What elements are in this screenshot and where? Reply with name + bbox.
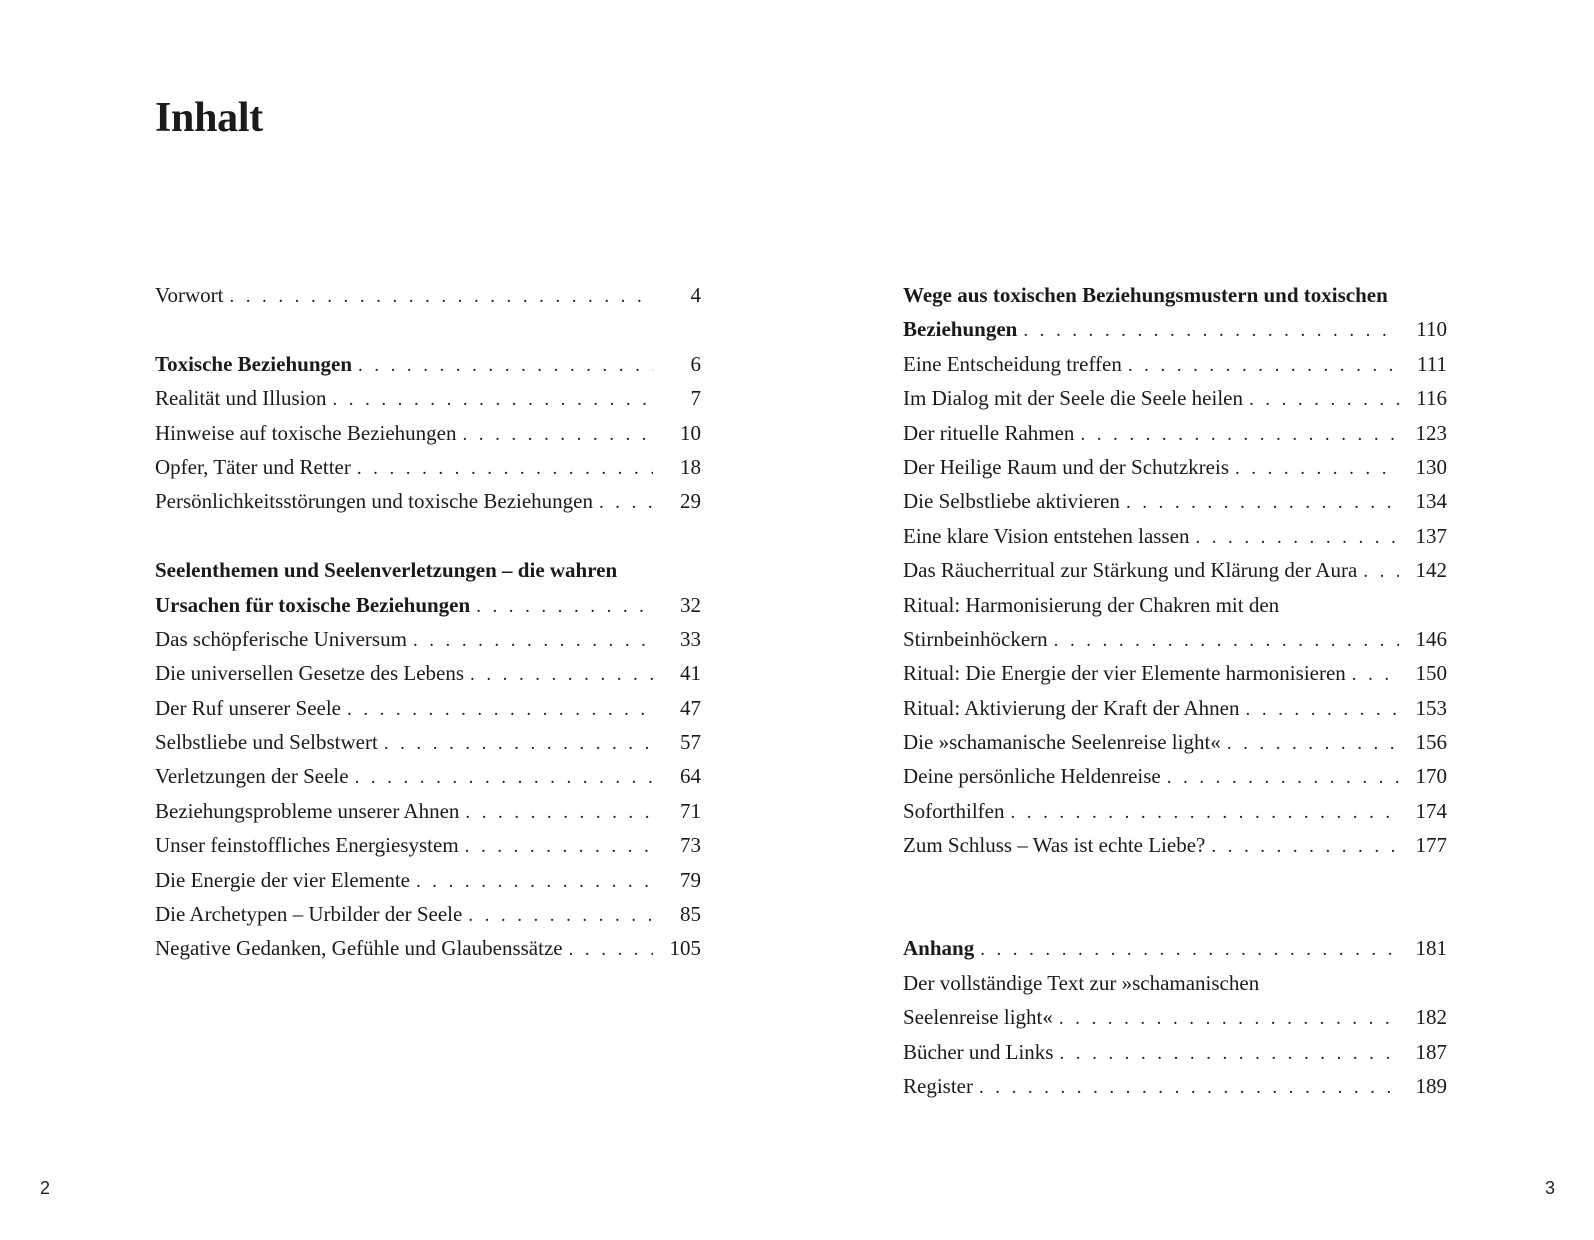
toc-entry[interactable] (155, 794, 701, 828)
toc-entry-label: Realität und Illusion (155, 386, 327, 411)
toc-entry-page: 47 (680, 695, 701, 720)
toc-entry-label: Ritual: Harmonisierung der Chakren mit den (903, 592, 1280, 617)
toc-entry-label: Der Ruf unserer Seele (155, 695, 342, 720)
toc-entry[interactable] (903, 450, 1447, 484)
toc-section-entry[interactable] (903, 312, 1447, 346)
toc-entry-page: 153 (1415, 695, 1447, 720)
toc-entry-label: Opfer, Täter und Retter (155, 454, 351, 479)
toc-entry-label: Die Energie der vier Elemente (155, 867, 410, 892)
toc-entry[interactable] (903, 725, 1447, 759)
toc-entry-label: Seelenreise light« (903, 1005, 1053, 1030)
dot-leader (1352, 658, 1399, 692)
toc-entry-label: Toxische Beziehungen (155, 351, 352, 376)
dot-leader (1195, 521, 1399, 555)
dot-leader (1227, 727, 1399, 761)
page-number-left: 2 (40, 1178, 51, 1198)
toc-entry-page: 150 (1415, 661, 1447, 686)
dot-leader (357, 452, 653, 486)
dot-leader (465, 796, 653, 830)
toc-entry[interactable] (903, 553, 1447, 587)
toc-entry-page: 10 (680, 420, 701, 445)
toc-entry-label: Der vollständige Text zur »schamanischen (903, 970, 1260, 995)
dot-leader (332, 383, 653, 417)
dot-leader (1246, 693, 1399, 727)
toc-entry-label: Persönlichkeitsstörungen und toxische Beziehungen (155, 489, 593, 514)
toc-entry-label: Eine klare Vision entstehen lassen (903, 523, 1190, 548)
toc-entry-page: 57 (680, 730, 701, 755)
toc-entry-label: Unser feinstoffliches Energiesystem (155, 833, 459, 858)
dot-leader (599, 486, 653, 520)
dot-leader (358, 349, 653, 383)
toc-entry-page: 73 (680, 833, 701, 858)
dot-leader (1211, 830, 1399, 864)
toc-entry-label: Hinweise auf toxische Beziehungen (155, 420, 457, 445)
page-title: Inhalt (155, 95, 263, 141)
toc-entry-page: 134 (1415, 489, 1447, 514)
toc-entry[interactable] (155, 725, 701, 759)
toc-right-column (903, 278, 1447, 1103)
dot-leader (1059, 1037, 1399, 1071)
toc-entry-page: 79 (680, 867, 701, 892)
toc-entry-label: Verletzungen der Seele (155, 764, 349, 789)
toc-entry-label: Negative Gedanken, Gefühle und Glaubenssätze (155, 936, 563, 961)
toc-entry-label: Der Heilige Raum und der Schutzkreis (903, 454, 1229, 479)
toc-entry-page: 64 (680, 764, 701, 789)
dot-leader (979, 1071, 1399, 1105)
toc-entry-label: Register (903, 1074, 973, 1098)
toc-entry[interactable] (155, 416, 701, 450)
toc-entry[interactable] (903, 691, 1447, 725)
toc-entry[interactable] (903, 381, 1447, 415)
toc-entry-label: Die Archetypen – Urbilder der Seele (155, 902, 463, 927)
toc-entry[interactable] (903, 622, 1447, 656)
toc-entry[interactable] (155, 931, 701, 965)
toc-entry-label: Deine persönliche Heldenreise (903, 764, 1161, 789)
toc-entry-page: 137 (1415, 523, 1447, 548)
toc-entry-label: Der rituelle Rahmen (903, 420, 1075, 445)
toc-entry-label: Im Dialog mit der Seele die Seele heilen (903, 386, 1243, 411)
toc-entry-line1[interactable] (903, 588, 1447, 622)
toc-entry-page: 29 (680, 489, 701, 514)
toc-entry-page: 105 (669, 936, 701, 961)
dot-leader (1010, 796, 1399, 830)
toc-entry-label: Seelenthemen und Seelenverletzungen – die wahren (155, 558, 618, 583)
dot-leader (355, 761, 653, 795)
toc-entry-page: 123 (1415, 420, 1447, 445)
toc-entry-label: Soforthilfen (903, 798, 1005, 823)
toc-entry[interactable] (903, 1035, 1447, 1069)
dot-leader (476, 590, 653, 624)
toc-entry[interactable] (155, 381, 701, 415)
dot-leader (1126, 486, 1399, 520)
dot-leader (1249, 383, 1399, 417)
toc-entry-label: Beziehungen (903, 317, 1018, 342)
toc-entry-label: Vorwort (155, 283, 224, 307)
toc-entry-page: 18 (680, 454, 701, 479)
dot-leader (1363, 555, 1399, 589)
toc-entry[interactable] (903, 484, 1447, 518)
toc-entry[interactable] (903, 1069, 1447, 1103)
dot-leader (1167, 761, 1399, 795)
dot-leader (1080, 418, 1399, 452)
toc-entry-page: 170 (1415, 764, 1447, 789)
toc-entry-label: Ritual: Die Energie der vier Elemente harmonisieren (903, 661, 1346, 686)
toc-entry-page: 32 (680, 592, 701, 617)
dot-leader (347, 693, 653, 727)
toc-entry-page: 177 (1415, 833, 1447, 858)
toc-entry[interactable] (155, 828, 701, 862)
dot-leader (569, 933, 653, 967)
dot-leader (229, 280, 653, 314)
dot-leader (1023, 314, 1399, 348)
toc-entry-page: 182 (1415, 1005, 1447, 1030)
toc-entry-page: 6 (690, 351, 701, 376)
toc-entry[interactable] (903, 759, 1447, 793)
dot-leader (1235, 452, 1399, 486)
toc-entry-page: 7 (690, 386, 701, 411)
toc-entry-page: 146 (1415, 626, 1447, 651)
dot-leader (1128, 349, 1399, 383)
toc-entry-label: Wege aus toxischen Beziehungsmustern und toxischen (903, 283, 1388, 307)
toc-entry-page: 71 (680, 798, 701, 823)
toc-entry-page: 181 (1415, 936, 1447, 961)
dot-leader (413, 624, 653, 658)
toc-entry-label: Anhang (903, 936, 975, 961)
toc-entry-label: Ursachen für toxische Beziehungen (155, 592, 471, 617)
toc-entry-page: 116 (1416, 386, 1447, 411)
toc-entry-page: 4 (690, 283, 701, 307)
toc-entry[interactable] (903, 828, 1447, 862)
toc-entry[interactable] (155, 863, 701, 897)
dot-leader (470, 658, 653, 692)
toc-entry-page: 156 (1415, 730, 1447, 755)
toc-entry[interactable] (903, 347, 1447, 381)
toc-entry[interactable] (903, 1000, 1447, 1034)
toc-entry-label: Selbstliebe und Selbstwert (155, 730, 378, 755)
toc-entry-label: Das Räucherritual zur Stärkung und Klärung der Aura (903, 558, 1358, 583)
toc-entry[interactable] (155, 450, 701, 484)
toc-entry[interactable] (903, 794, 1447, 828)
toc-section-entry-line1[interactable] (155, 553, 701, 587)
toc-entry[interactable] (155, 691, 701, 725)
toc-section-entry[interactable] (903, 931, 1447, 965)
dot-leader (980, 933, 1399, 967)
dot-leader (468, 899, 653, 933)
toc-entry[interactable] (155, 622, 701, 656)
toc-entry-label: Zum Schluss – Was ist echte Liebe? (903, 833, 1206, 858)
toc-entry-label: Stirnbeinhöckern (903, 626, 1048, 651)
toc-entry-page: 174 (1415, 798, 1447, 823)
toc-entry-page: 111 (1417, 351, 1447, 376)
dot-leader (463, 418, 654, 452)
toc-entry-page: 110 (1416, 317, 1447, 342)
toc-entry-label: Die universellen Gesetze des Lebens (155, 661, 465, 686)
dot-leader (384, 727, 653, 761)
toc-entry[interactable] (903, 656, 1447, 690)
toc-entry[interactable] (903, 519, 1447, 553)
toc-entry[interactable] (155, 656, 701, 690)
dot-leader (1059, 1002, 1399, 1036)
toc-section-entry[interactable] (155, 588, 701, 622)
toc-entry-label: Beziehungsprobleme unserer Ahnen (155, 798, 460, 823)
toc-section-entry[interactable] (155, 347, 701, 381)
toc-section-entry-line1[interactable] (903, 278, 1447, 312)
toc-entry-page: 33 (680, 626, 701, 651)
dot-leader (465, 830, 653, 864)
toc-entry[interactable] (903, 416, 1447, 450)
toc-entry[interactable] (155, 897, 701, 931)
toc-entry-label: Das schöpferische Universum (155, 626, 407, 651)
toc-entry-page: 142 (1415, 558, 1447, 583)
toc-entry-label: Eine Entscheidung treffen (903, 351, 1122, 376)
toc-entry-label: Ritual: Aktivierung der Kraft der Ahnen (903, 695, 1240, 720)
toc-entry-page: 41 (680, 661, 701, 686)
toc-entry[interactable] (155, 759, 701, 793)
toc-entry[interactable] (155, 278, 701, 312)
toc-left-column (155, 278, 701, 966)
page-number-right: 3 (1545, 1178, 1556, 1198)
dot-leader (1054, 624, 1399, 658)
toc-entry-line1[interactable] (903, 966, 1447, 1000)
toc-entry-label: Die Selbstliebe aktivieren (903, 489, 1120, 514)
toc-entry-page: 187 (1415, 1039, 1447, 1064)
toc-entry[interactable] (155, 484, 701, 518)
toc-entry-page: 130 (1415, 454, 1447, 479)
toc-entry-page: 85 (680, 902, 701, 927)
toc-entry-label: Die »schamanische Seelenreise light« (903, 730, 1221, 755)
dot-leader (416, 865, 653, 899)
toc-entry-label: Bücher und Links (903, 1039, 1054, 1064)
toc-entry-page: 189 (1415, 1074, 1447, 1098)
